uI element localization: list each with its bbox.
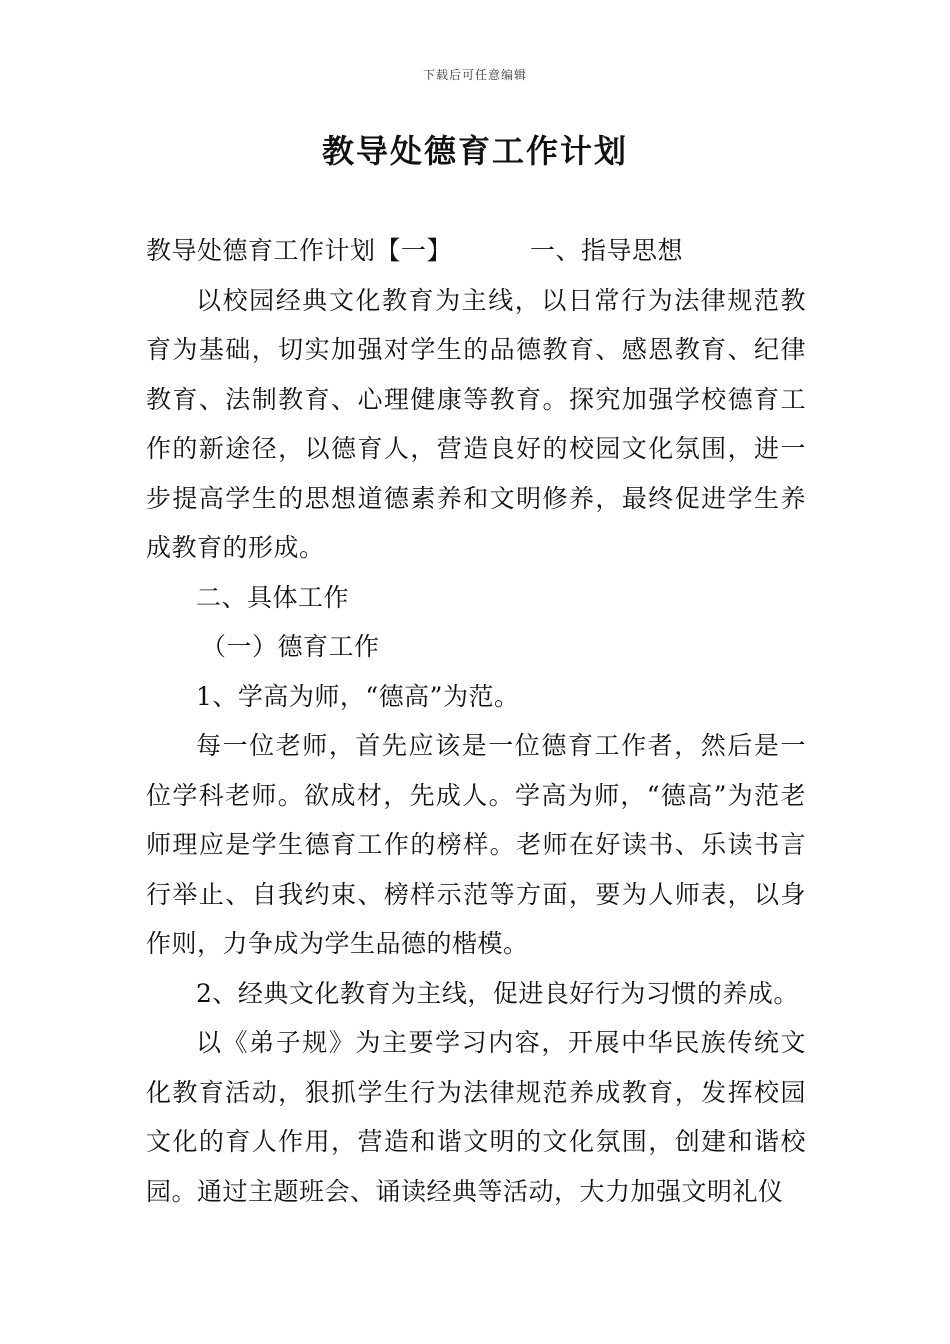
subsection-heading-moral-work: （一）德育工作 <box>201 632 380 661</box>
subtitle-line <box>146 226 806 276</box>
document-title: 教导处德育工作计划 <box>321 132 628 170</box>
section-heading-guiding-thought: 一、指导思想 <box>530 236 684 265</box>
paragraph-guiding-thought: 以校园经典文化教育为主线，以日常行为法律规范教育为基础，切实加强对学生的品德教育、感恩教育、纪律教育、法制教育、心理健康等教育。探究加强学校德育工作的新途径，以德育人，营造良好的校园文化氛围，进一步提高学生的思想道德素养和文明修养，最终促进学生养成教育的形成。 <box>146 285 806 562</box>
item-heading-2: 2、经典文化教育为主线，促进良好行为习惯的养成。 <box>196 978 799 1008</box>
paragraph-classic-culture: 以《弟子规》为主要学习内容，开展中华民族传统文化教育活动，狠抓学生行为法律规范养成教育，发挥校园文化的育人作用，营造和谐文明的文化氛围，创建和谐校园。通过主题班会、诵读经典等活动，大力加强文明礼仪 <box>146 1028 806 1206</box>
document-body <box>146 226 806 1216</box>
paragraph-teacher-role: 每一位老师，首先应该是一位德育工作者，然后是一位学科老师。欲成材，先成人。学高为师，“德高”为范老师理应是学生德育工作的榜样。老师在好读书、乐读书言行举止、自我约束、榜样示范等方面，要为人师表，以身作则，力争成为学生品德的楷模。 <box>146 731 806 958</box>
document-subtitle: 教导处德育工作计划【一】 <box>146 236 453 265</box>
header-note: 下载后可任意编辑 <box>422 68 527 82</box>
item-heading-1: 1、学高为师，“德高”为范。 <box>196 681 520 711</box>
section-heading-specific-work: 二、具体工作 <box>196 582 350 612</box>
